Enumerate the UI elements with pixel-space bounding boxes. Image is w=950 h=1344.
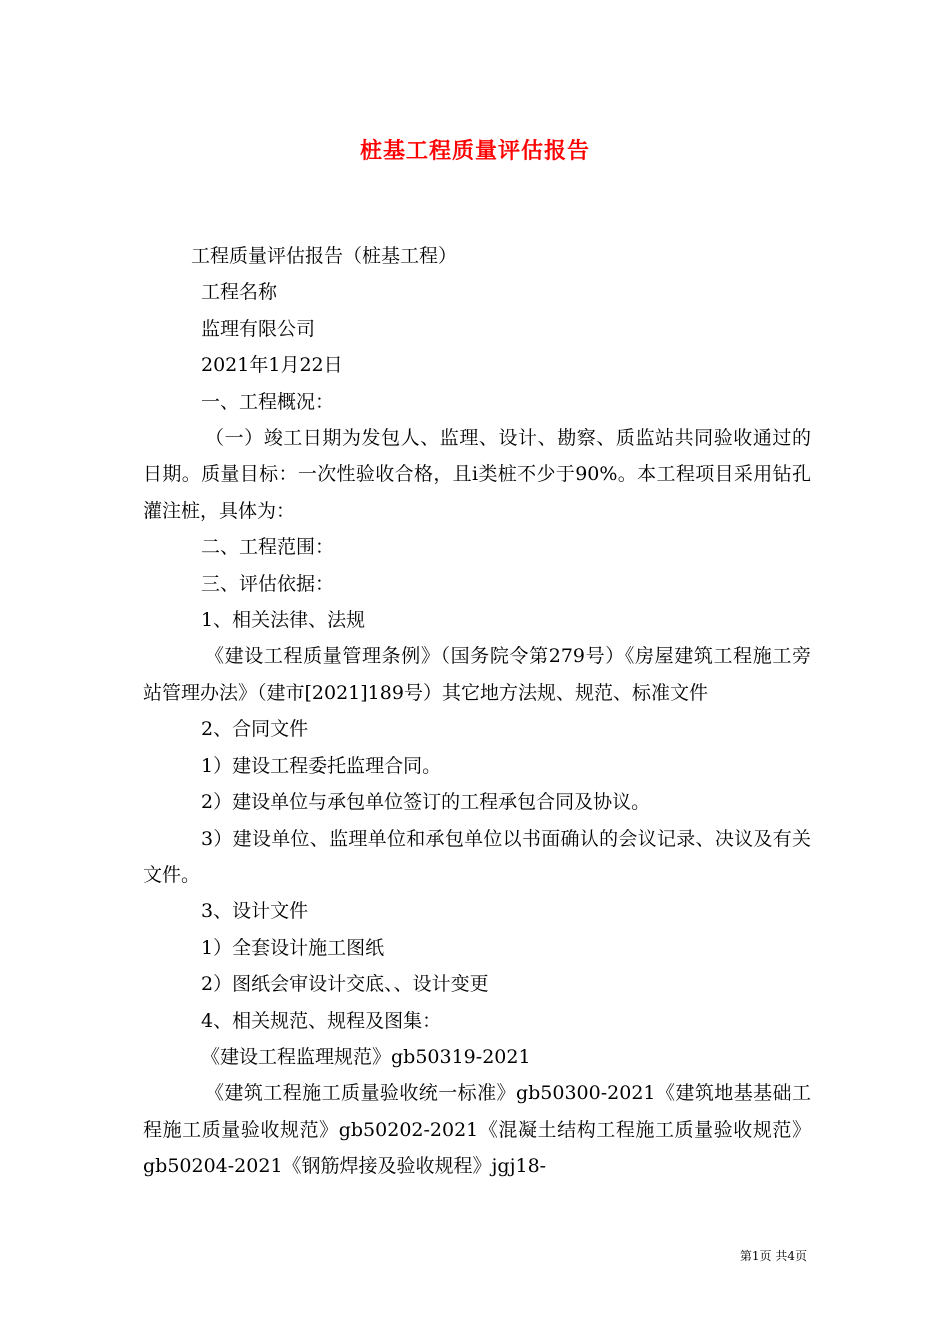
section-heading-scope: 二、工程范围： [201, 536, 335, 559]
paragraph-laws-body: 《建设工程质量管理条例》（国务院令第279号）《房屋建筑工程施工旁站管理办法》（建市[2021]189号）其它地方法规、规范、标准文件 [143, 645, 811, 704]
list-item-design-2: 2）图纸会审设计交底、、设计变更 [201, 973, 489, 996]
list-item-contract-3: 3）建设单位、监理单位和承包单位以书面确认的会议记录、决议及有关文件。 [143, 827, 811, 886]
paragraph-standard-supervision: 《建设工程监理规范》gb50319-2021 [201, 1045, 531, 1068]
paragraph-standards-list: 《建筑工程施工质量验收统一标准》gb50300-2021《建筑地基基础工程施工质量验收规范》gb50202-2021《混凝土结构工程施工质量验收规范》gb50204-2021《钢筋焊接及验收规程》jgj18- [143, 1082, 811, 1178]
paragraph-date: 2021年1月22日 [201, 354, 343, 377]
section-heading-overview: 一、工程概况： [201, 390, 335, 413]
paragraph-company: 监理有限公司 [201, 317, 316, 340]
page-footer: 第1页 共4页 [739, 1249, 807, 1263]
subheading-laws: 1、相关法律、法规 [201, 609, 366, 632]
paragraph-project-name: 工程名称 [201, 281, 278, 304]
list-item-contract-2: 2）建设单位与承包单位签订的工程承包合同及协议。 [201, 791, 651, 814]
document-title: 桩基工程质量评估报告 [359, 138, 590, 164]
section-heading-basis: 三、评估依据： [201, 572, 335, 595]
list-item-contract-1: 1）建设工程委托监理合同。 [201, 754, 442, 777]
subheading-contracts: 2、合同文件 [201, 718, 309, 741]
paragraph-overview-body: （一）竣工日期为发包人、监理、设计、勘察、质监站共同验收通过的日期。质量目标：一次性验收合格，且ⅰ类桩不少于90%。本工程项目采用钻孔灌注桩，具体为： [143, 427, 811, 522]
subheading-standards: 4、相关规范、规程及图集： [201, 1009, 442, 1032]
list-item-design-1: 1）全套设计施工图纸 [201, 936, 385, 959]
subheading-design: 3、设计文件 [201, 900, 309, 923]
paragraph-report-heading: 工程质量评估报告（桩基工程） [191, 245, 458, 267]
document-body [143, 238, 811, 1185]
